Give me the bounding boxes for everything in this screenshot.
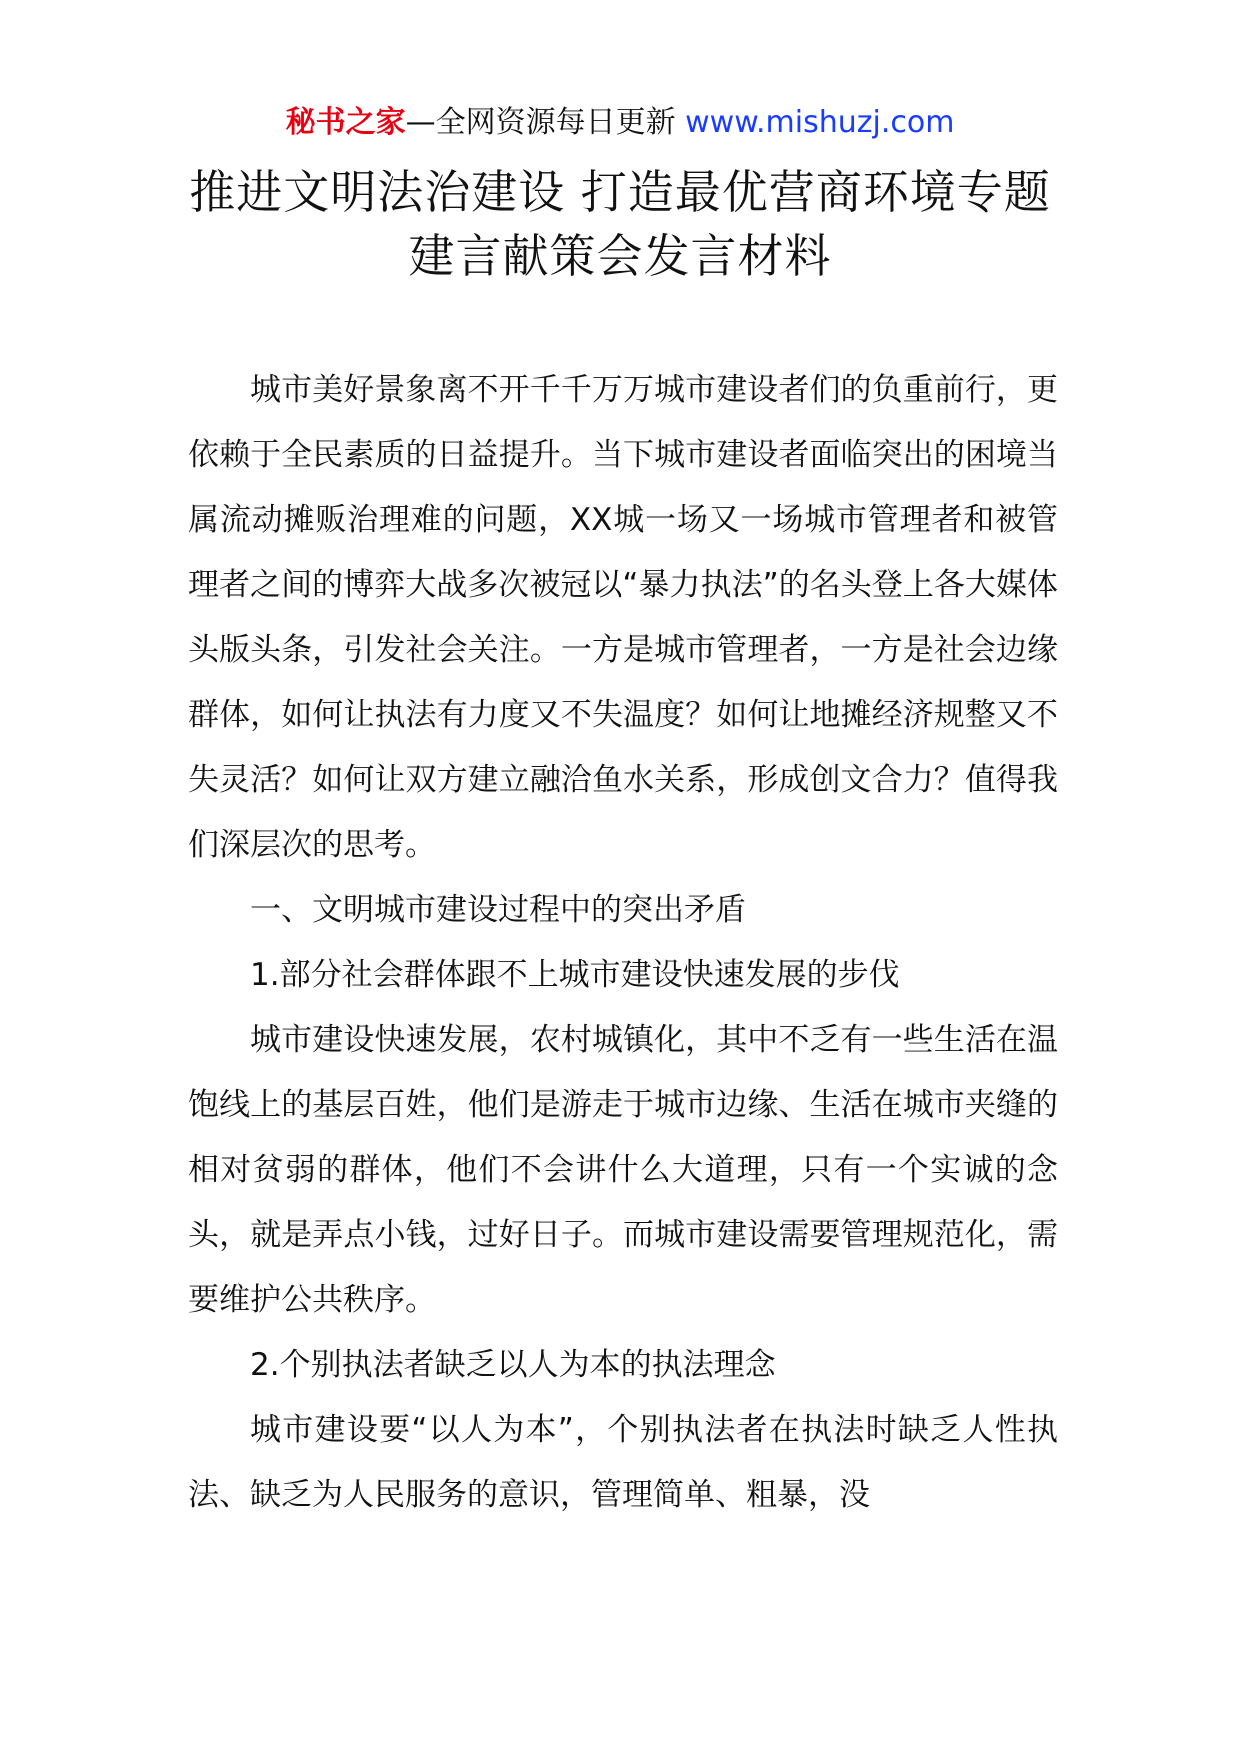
subheading-2: 2.个别执法者缺乏以人为本的执法理念 <box>250 1347 776 1383</box>
paragraph-3: 城市建设要“以人为本”，个别执法者在执法时缺乏人性执法、缺乏为人民服务的意识，管理简单、粗暴，没 <box>188 1412 1058 1513</box>
site-banner <box>0 103 1240 143</box>
subheading-1: 1.部分社会群体跟不上城市建设快速发展的步伐 <box>250 957 900 993</box>
title-line-2: 建言献策会发言材料 <box>408 229 832 283</box>
section-heading-1: 一、文明城市建设过程中的突出矛盾 <box>250 892 746 928</box>
title-line-1: 推进文明法治建设 打造最优营商环境专题 <box>189 165 1051 219</box>
document-title <box>100 160 1140 288</box>
banner-brand: 秘书之家 <box>285 105 406 140</box>
banner-site-link[interactable]: www.mishuzj.com <box>685 105 955 140</box>
paragraph-intro: 城市美好景象离不开千千万万城市建设者们的负重前行，更依赖于全民素质的日益提升。当下城市建设者面临突出的困境当属流动摊贩治理难的问题，XX城一场又一场城市管理者和被管理者之间的博弈大战多次被冠以“暴力执法”的名头登上各大媒体头版头条，引发社会关注。一方是城市管理者，一方是社会边缘群体，如何让执法有力度又不失温度？如何让地摊经济规整又不失灵活？如何让双方建立融洽鱼水关系，形成创文合力？值得我们深层次的思考。 <box>188 372 1058 863</box>
document-body <box>188 358 1058 1528</box>
banner-slogan: —全网资源每日更新 <box>405 105 676 140</box>
paragraph-2: 城市建设快速发展，农村城镇化，其中不乏有一些生活在温饱线上的基层百姓，他们是游走于城市边缘、生活在城市夹缝的相对贫弱的群体，他们不会讲什么大道理，只有一个实诚的念头，就是弄点小钱，过好日子。而城市建设需要管理规范化，需要维护公共秩序。 <box>188 1022 1058 1318</box>
